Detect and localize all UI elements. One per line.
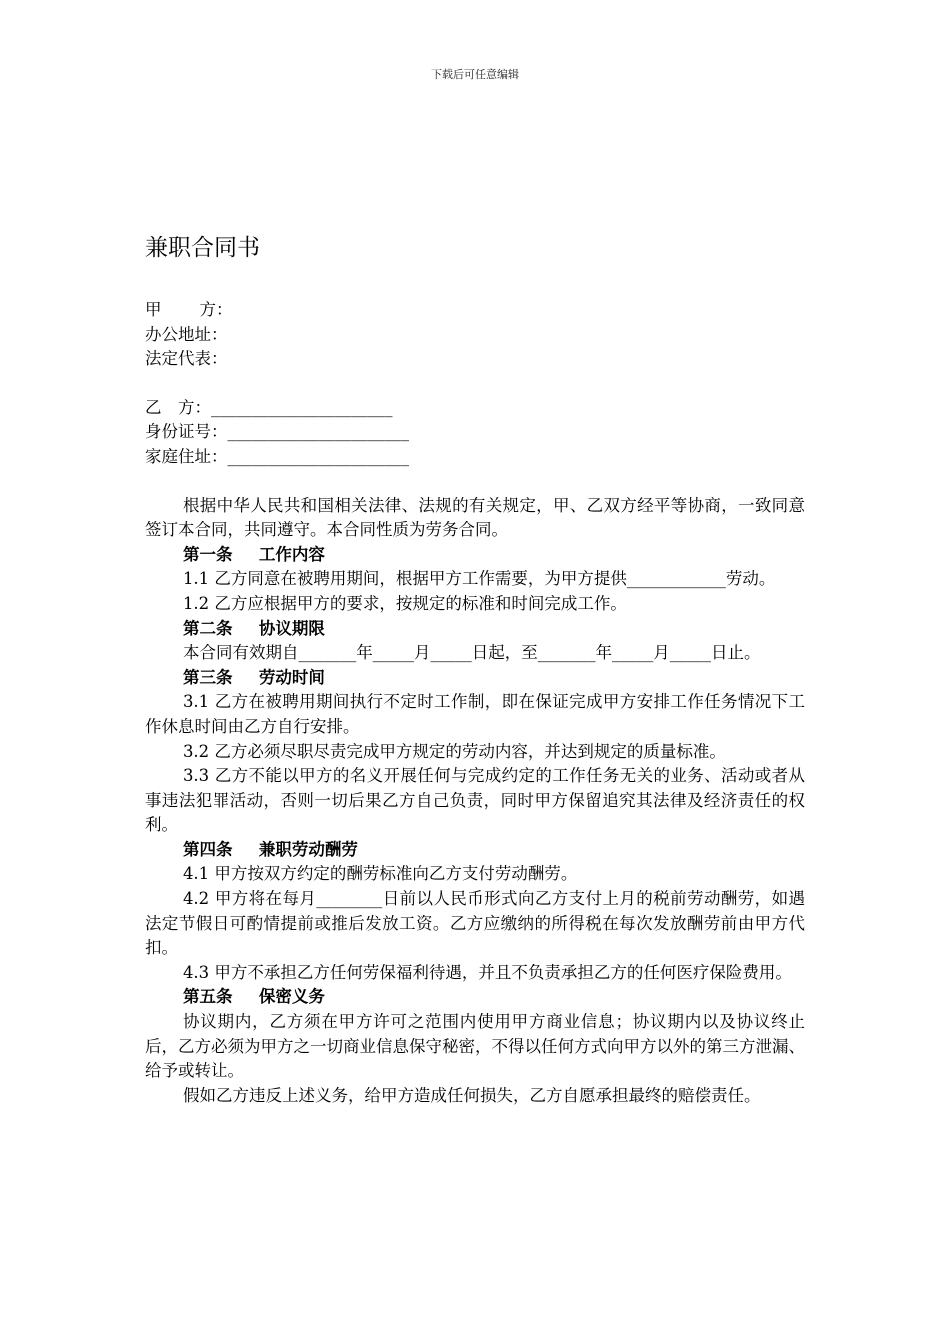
party-a-legal-rep: 法定代表： xyxy=(145,349,228,369)
article-number: 第四条 xyxy=(182,839,233,859)
article-heading xyxy=(145,838,805,863)
article-paragraph: 1.1 乙方同意在被聘用期间，根据甲方工作需要，为甲方提供____________劳动。 xyxy=(182,569,776,589)
article-paragraph: 3.3 乙方不能以甲方的名义开展任何与完成约定的工作任务无关的业务、活动或者从事违法犯罪活动，否则一切后果乙方自己负责，同时甲方保留追究其法律及经济责任的权利。 xyxy=(145,766,805,835)
article-number: 第三条 xyxy=(182,667,233,687)
party-a-office-address: 办公地址： xyxy=(145,324,228,344)
article-title: 工作内容 xyxy=(258,544,325,564)
article-number: 第五条 xyxy=(182,987,233,1007)
article-paragraph: 4.3 甲方不承担乙方任何劳保福利待遇，并且不负责承担乙方的任何医疗保险费用。 xyxy=(182,962,792,982)
party-b-name: 乙 方：______________________ xyxy=(145,397,393,417)
article-paragraph: 4.1 甲方按双方约定的酬劳标准向乙方支付劳动酬劳。 xyxy=(182,864,578,884)
article-paragraph: 协议期内，乙方须在甲方许可之范围内使用甲方商业信息；协议期内以及协议终止后，乙方必须为甲方之一切商业信息保守秘密，不得以任何方式向甲方以外的第三方泄漏、给予或转让。 xyxy=(145,1012,805,1081)
article-number: 第二条 xyxy=(182,618,233,638)
article-5 xyxy=(145,985,805,1108)
article-title: 劳动时间 xyxy=(258,667,325,687)
article-heading xyxy=(145,617,805,642)
article-heading xyxy=(145,666,805,691)
article-title: 兼职劳动酬劳 xyxy=(258,839,358,859)
spacer xyxy=(145,372,805,396)
article-1 xyxy=(145,543,805,617)
article-paragraph: 3.1 乙方在被聘用期间执行不定时工作制，即在保证完成甲方安排工作任务情况下工作休息时间由乙方自行安排。 xyxy=(145,692,805,736)
header-note: 下载后可任意编辑 xyxy=(431,68,519,81)
party-b-home-address: 家庭住址：______________________ xyxy=(145,446,409,466)
article-number: 第一条 xyxy=(182,544,233,564)
article-paragraph: 4.2 甲方将在每月________日前以人民币形式向乙方支付上月的税前劳动酬劳，如遇法定节假日可酌情提前或推后发放工资。乙方应缴纳的所得税在每次发放酬劳前由甲方代扣。 xyxy=(145,889,805,958)
spacer xyxy=(145,470,805,494)
article-heading xyxy=(145,985,805,1010)
article-4 xyxy=(145,838,805,986)
document-body xyxy=(145,232,805,1108)
party-a-block xyxy=(145,298,805,372)
article-2 xyxy=(145,617,805,666)
party-a-label-char1: 甲 xyxy=(145,300,162,319)
party-b-block xyxy=(145,396,805,470)
article-paragraph: 假如乙方违反上述义务，给甲方造成任何损失，乙方自愿承担最终的赔偿责任。 xyxy=(182,1085,761,1105)
article-3 xyxy=(145,666,805,838)
party-b-id-number: 身份证号：______________________ xyxy=(145,422,409,442)
article-title: 保密义务 xyxy=(258,987,325,1007)
party-a-label-char2: 方： xyxy=(199,300,233,319)
article-paragraph: 本合同有效期自_______年_____月_____日起，至_______年_____月_____日止。 xyxy=(182,643,761,663)
article-heading xyxy=(145,543,805,568)
intro-paragraph: 根据中华人民共和国相关法律、法规的有关规定，甲、乙双方经平等协商，一致同意签订本合同，共同遵守。本合同性质为劳务合同。 xyxy=(145,495,805,540)
article-title: 协议期限 xyxy=(258,618,325,638)
article-paragraph: 1.2 乙方应根据甲方的要求，按规定的标准和时间完成工作。 xyxy=(182,593,627,613)
article-paragraph: 3.2 乙方必须尽职尽责完成甲方规定的劳动内容，并达到规定的质量标准。 xyxy=(182,741,726,761)
party-a-name xyxy=(145,298,805,323)
document-title: 兼职合同书 xyxy=(145,235,260,261)
